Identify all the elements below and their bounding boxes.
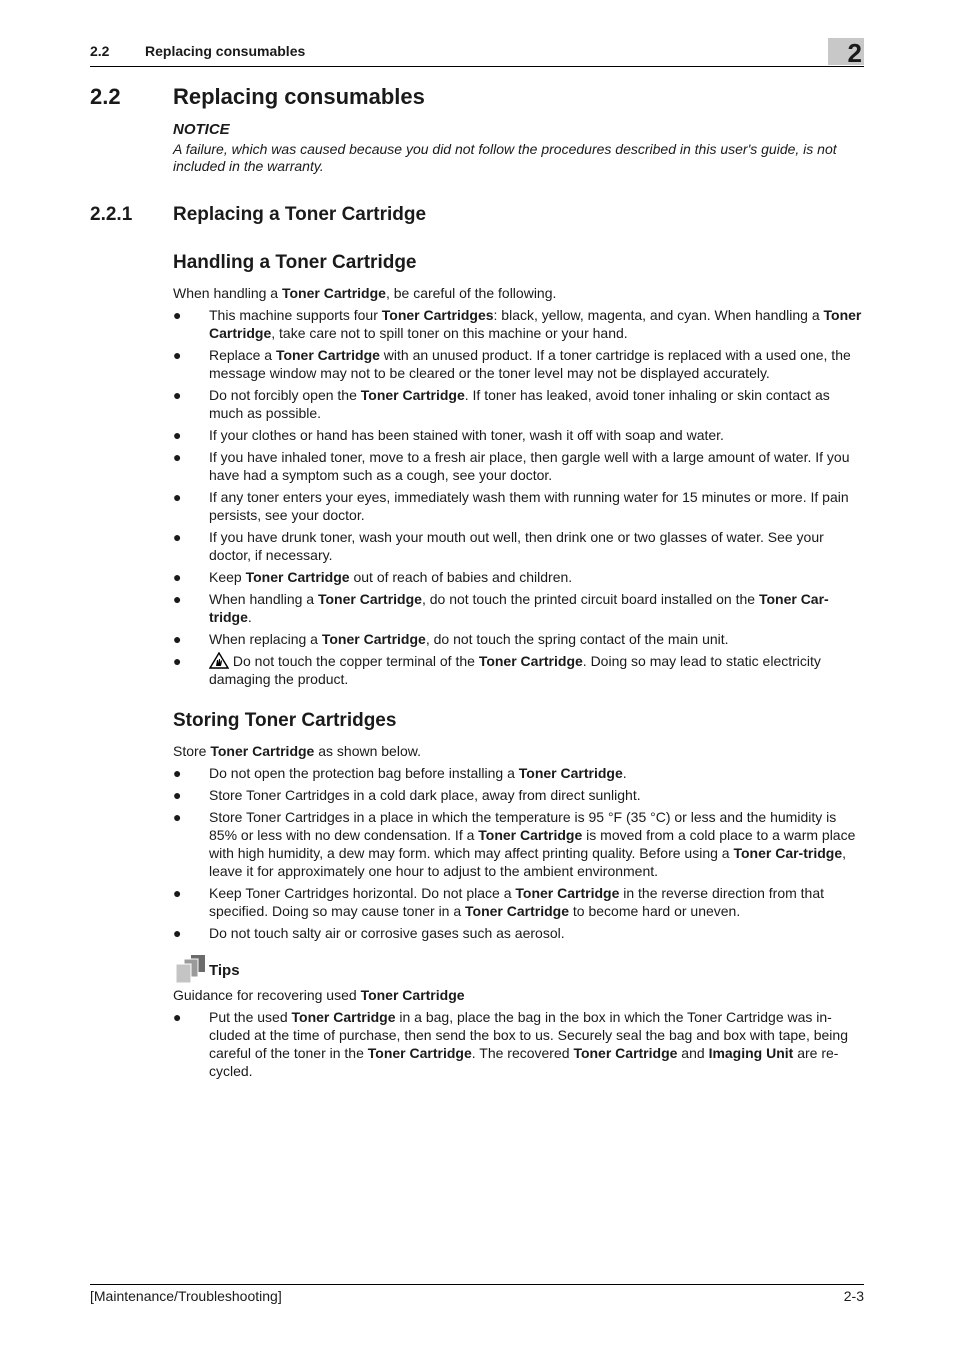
bold-term: Toner Cartridge	[573, 1045, 678, 1061]
section-number: 2.2	[90, 84, 121, 109]
list-item	[173, 426, 863, 444]
page-header	[90, 38, 864, 67]
storing-list	[173, 764, 863, 946]
bold-term: Toner Cartridge	[360, 987, 465, 1003]
bold-term: Toner Cartridge	[478, 653, 583, 669]
list-item-text: Store Toner Cartridges in a cold dark place, away from direct sunlight.	[209, 787, 641, 803]
tips-label: Tips	[209, 962, 240, 979]
list-item-text: Do not forcibly open the Toner Cartridge. If toner has leaked, avoid toner inhaling or skin contact as much as possible.	[209, 387, 830, 421]
esd-warning-icon	[209, 652, 229, 669]
bold-term: Toner Car-tridge	[209, 591, 829, 625]
bullet-icon: ●	[173, 765, 182, 781]
page-footer	[90, 1284, 864, 1304]
list-item	[173, 884, 863, 920]
bullet-icon: ●	[173, 885, 182, 901]
notice-body: A failure, which was caused because you did not follow the procedures described in this user's guide, is not included in the warranty.	[173, 141, 837, 174]
list-item	[173, 386, 863, 422]
bullet-icon: ●	[173, 449, 182, 465]
bullet-icon: ●	[173, 529, 182, 545]
tips-intro: Guidance for recovering used Toner Cartridge	[173, 987, 465, 1003]
tips-icon	[173, 954, 207, 984]
list-item	[173, 652, 863, 688]
bullet-icon: ●	[173, 925, 182, 941]
bold-term: Toner Cartridge	[281, 285, 386, 301]
list-item-text: When replacing a Toner Cartridge, do not touch the spring contact of the main unit.	[209, 631, 729, 647]
list-item	[173, 528, 863, 564]
list-item	[173, 924, 863, 942]
list-item-text: Replace a Toner Cartridge with an unused product. If a toner cartridge is replaced with a used one, the message window may not to be cleared or the toner level may not be displayed accurately.	[209, 347, 851, 381]
handling-heading: Handling a Toner Cartridge	[173, 252, 417, 273]
list-item-text: If any toner enters your eyes, immediately wash them with running water for 15 minutes or more. If pain persists, see your doctor.	[209, 489, 849, 523]
list-item-text: When handling a Toner Cartridge, do not touch the printed circuit board installed on the Toner Car-tridge.	[209, 591, 829, 625]
section-title: Replacing consumables	[173, 84, 425, 109]
list-item	[173, 630, 863, 648]
list-item-text: Store Toner Cartridges in a place in which the temperature is 95 °F (35 °C) or less and the humidity is 85% or less with no dew condensation. If a Toner Cartridge is moved from a cold place to a warm place with high humidity, a dew may form. which may affect printing quality. Before using a Toner Car-tridge, leave it for approximately one hour to adjust to the ambient environment.	[209, 809, 856, 879]
header-section-title: Replacing consumables	[145, 43, 306, 59]
list-item-text: If your clothes or hand has been stained with toner, wash it off with soap and water.	[209, 427, 724, 443]
bold-term: Imaging Unit	[708, 1045, 794, 1061]
bullet-icon: ●	[173, 307, 182, 323]
list-item	[173, 764, 863, 782]
bold-term: Toner Cartridge	[478, 827, 583, 843]
bold-term: Toner Cartridge	[317, 591, 422, 607]
bullet-icon: ●	[173, 809, 182, 825]
list-item	[173, 1008, 863, 1080]
footer-page-number: 2-3	[843, 1288, 864, 1304]
bold-term: Toner Cartridge	[360, 387, 465, 403]
bold-term: Toner Cartridge	[275, 347, 380, 363]
list-item	[173, 590, 863, 626]
subsection-heading	[90, 204, 426, 226]
list-item	[173, 808, 863, 880]
bullet-icon: ●	[173, 787, 182, 803]
list-item	[173, 786, 863, 804]
bullet-icon: ●	[173, 569, 182, 585]
bold-term: Toner Cartridge	[291, 1009, 396, 1025]
list-item-text: Do not touch salty air or corrosive gases such as aerosol.	[209, 925, 565, 941]
storing-intro: Store Toner Cartridge as shown below.	[173, 743, 421, 759]
list-item-text: If you have drunk toner, wash your mouth out well, then drink one or two glasses of water. See your doctor, if necessary.	[209, 529, 824, 563]
handling-intro: When handling a Toner Cartridge, be careful of the following.	[173, 285, 557, 301]
list-item	[173, 346, 863, 382]
tips-list	[173, 1008, 863, 1084]
bullet-icon: ●	[173, 1009, 182, 1025]
list-item-text: Put the used Toner Cartridge in a bag, place the bag in the box in which the Toner Cartridge was in-cluded at the time of purchase, then send the box to us. Securely seal the bag and box with tape, being careful of the toner in the Toner Cartridge. The recovered Toner Cartridge and Imaging Unit are re-cycled.	[209, 1009, 848, 1079]
header-section-number: 2.2	[90, 43, 110, 59]
bullet-icon: ●	[173, 387, 182, 403]
bold-term: Toner Cartridge	[209, 307, 862, 341]
list-item	[173, 306, 863, 342]
list-item-text: If you have inhaled toner, move to a fresh air place, then gargle well with a large amount of water. If you have had a symptom such as a cough, see your doctor.	[209, 449, 850, 483]
bullet-icon: ●	[173, 653, 182, 669]
bold-term: Toner Car-tridge	[733, 845, 843, 861]
bullet-icon: ●	[173, 347, 182, 363]
list-item	[173, 448, 863, 484]
bullet-icon: ●	[173, 631, 182, 647]
chapter-number-badge: 2	[828, 38, 864, 65]
footer-manual-title: [Maintenance/Troubleshooting]	[90, 1288, 282, 1304]
list-item-text: This machine supports four Toner Cartridges: black, yellow, magenta, and cyan. When handling a Toner Cartridge, take care not to spill toner on this machine or your hand.	[209, 307, 862, 341]
bullet-icon: ●	[173, 427, 182, 443]
storing-heading: Storing Toner Cartridges	[173, 710, 397, 731]
list-item-text: Do not touch the copper terminal of the Toner Cartridge. Doing so may lead to static electricity damaging the product.	[209, 653, 821, 687]
bold-term: Toner Cartridge	[518, 765, 623, 781]
list-item-text: Keep Toner Cartridge out of reach of babies and children.	[209, 569, 573, 585]
bold-term: Toner Cartridge	[245, 569, 350, 585]
bold-term: Toner Cartridge	[515, 885, 620, 901]
bold-term: Toner Cartridge	[321, 631, 426, 647]
bold-term: Toner Cartridges	[381, 307, 494, 323]
list-item	[173, 488, 863, 524]
notice-title: NOTICE	[173, 121, 230, 138]
list-item-text: Do not open the protection bag before installing a Toner Cartridge.	[209, 765, 627, 781]
bullet-icon: ●	[173, 489, 182, 505]
handling-list	[173, 306, 863, 692]
section-heading	[90, 84, 425, 110]
bold-term: Toner Cartridge	[465, 903, 570, 919]
subsection-number: 2.2.1	[90, 204, 133, 225]
list-item-text: Keep Toner Cartridges horizontal. Do not place a Toner Cartridge in the reverse direction from that specified. Doing so may cause toner in a Toner Cartridge to become hard or uneven.	[209, 885, 825, 919]
bold-term: Toner Cartridge	[367, 1045, 472, 1061]
bullet-icon: ●	[173, 591, 182, 607]
bold-term: Toner Cartridge	[210, 743, 315, 759]
list-item	[173, 568, 863, 586]
subsection-title: Replacing a Toner Cartridge	[173, 204, 427, 225]
